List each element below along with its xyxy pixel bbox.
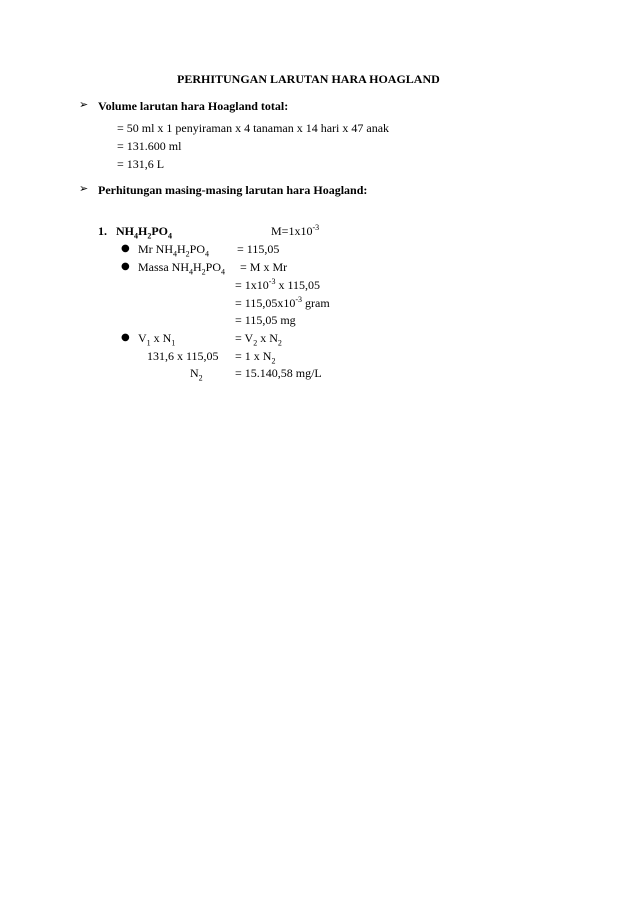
volume-line-2: = 131.600 ml bbox=[117, 139, 182, 153]
page-title: PERHITUNGAN LARUTAN HARA HOAGLAND bbox=[177, 72, 440, 86]
item-number: 1. bbox=[98, 224, 107, 238]
mr-label: Mr $NH_4H_2PO_4$ bbox=[138, 242, 210, 259]
round-bullet-icon: ● bbox=[121, 243, 130, 254]
massa-equation-4: = 115,05 mg bbox=[235, 313, 296, 327]
molarity-value: $M=1x10^{-3}$ bbox=[271, 223, 320, 238]
round-bullet-icon: ● bbox=[121, 261, 130, 272]
round-bullet-icon: ● bbox=[121, 332, 130, 343]
v-label: $V_1$ x $N_1$ bbox=[138, 331, 176, 348]
arrow-bullet-icon: ➢ bbox=[79, 98, 89, 111]
massa-equation-3: = $115,05x10^{-3}$ gram bbox=[235, 295, 330, 310]
n2-value: = 15.140,58 mg/L bbox=[235, 366, 322, 380]
section-heading-perhitungan: Perhitungan masing-masing larutan hara Hoagland: bbox=[98, 183, 368, 197]
arrow-bullet-icon: ➢ bbox=[79, 182, 89, 195]
volume-line-1: = 50 ml x 1 penyiraman x 4 tanaman x 14 hari x 47 anak bbox=[117, 121, 390, 135]
section-heading-volume: Volume larutan hara Hoagland total: bbox=[98, 99, 289, 113]
massa-label: Massa $NH_4H_2PO_4$ bbox=[138, 260, 226, 277]
v-equation: = $V_2$ x $N_2$ bbox=[235, 331, 282, 348]
volume-line-3: = 131,6 L bbox=[117, 157, 165, 171]
compound-formula: $NH_4H_2PO_4$ bbox=[116, 224, 173, 241]
massa-equation-1: = M x Mr bbox=[240, 260, 288, 274]
mr-value: = 115,05 bbox=[237, 242, 280, 256]
massa-equation-2: = $1x10^{-3}$ x 115,05 bbox=[235, 277, 321, 292]
n2-label: $N_2$ bbox=[190, 366, 203, 383]
calc-left: 131,6 x 115,05 bbox=[147, 349, 219, 363]
calc-right: = 1 x $N_2$ bbox=[235, 349, 276, 366]
